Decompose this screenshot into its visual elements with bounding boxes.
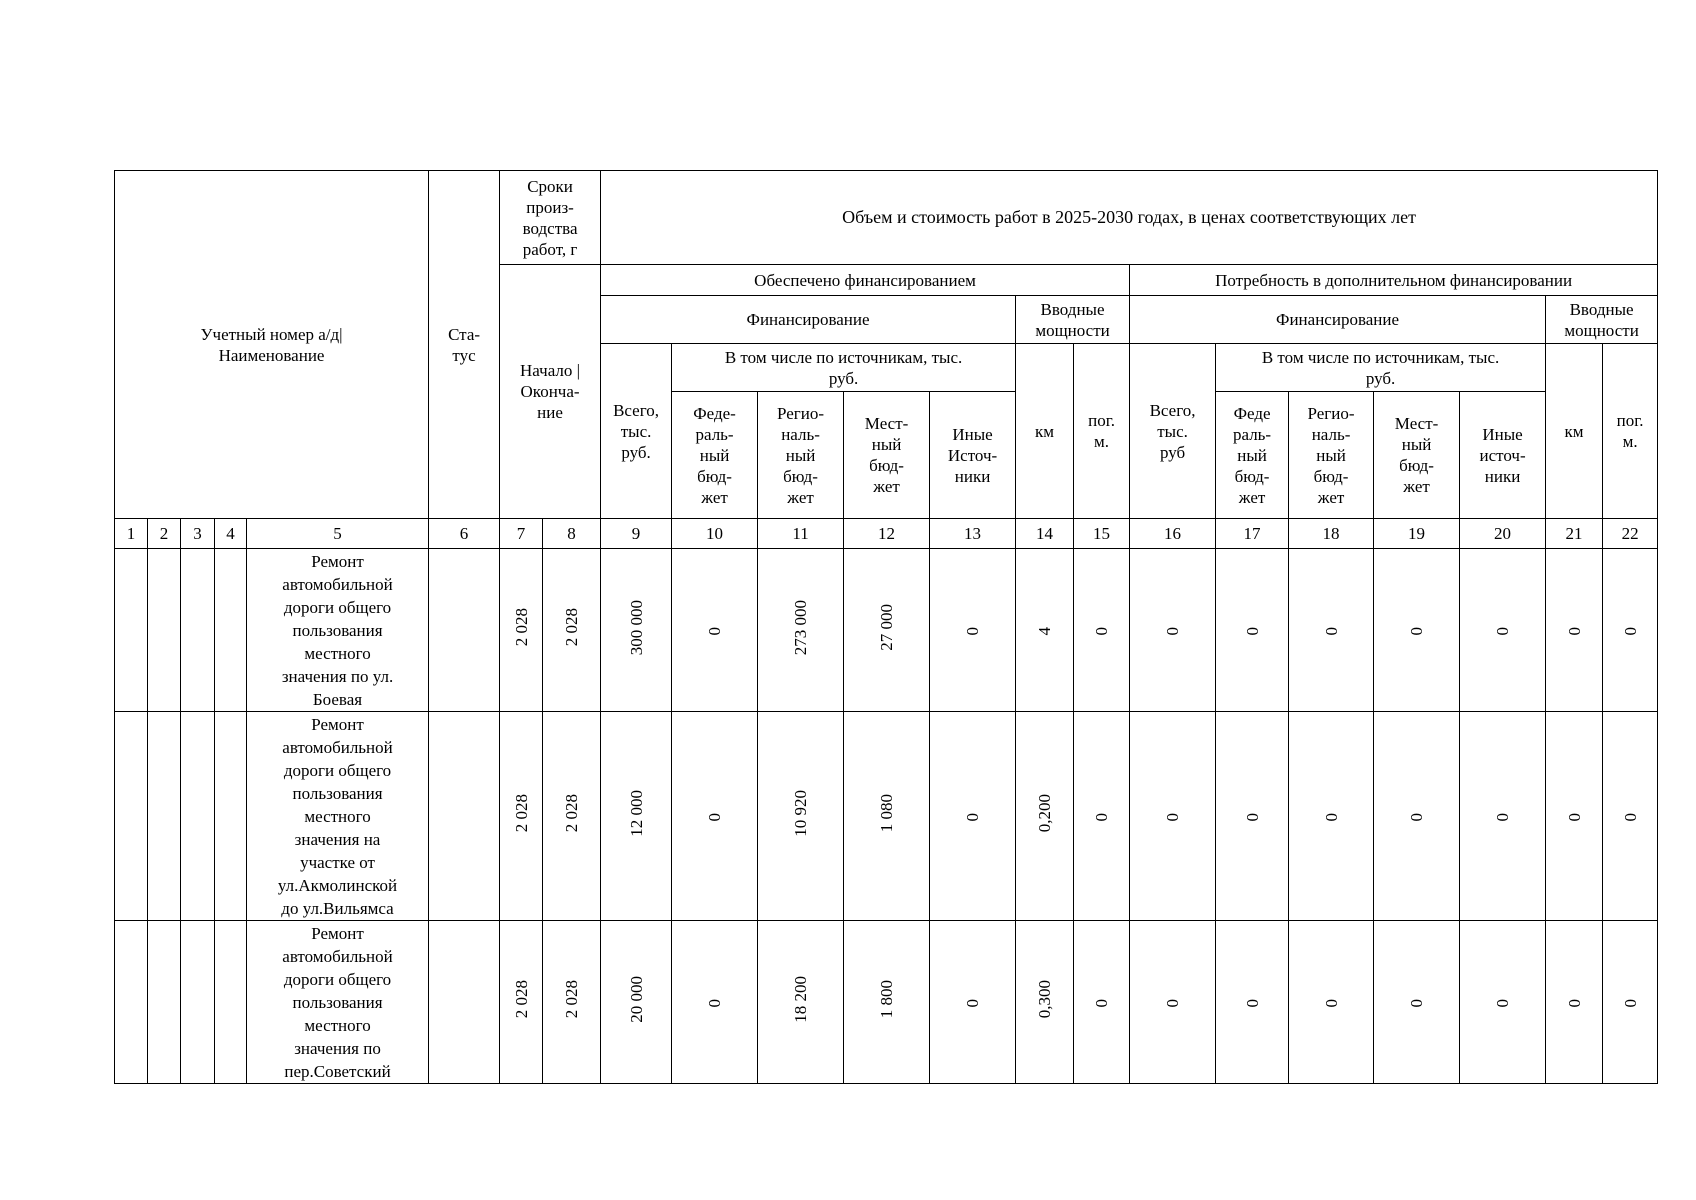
row-need-regional-cell [1289, 712, 1374, 921]
column-number: 12 [844, 519, 930, 549]
column-number: 19 [1374, 519, 1460, 549]
row-regional: 10 920 [791, 790, 811, 837]
row-need-total: 0 [1163, 813, 1183, 822]
row-regional: 273 000 [791, 599, 811, 656]
column-number: 16 [1130, 519, 1216, 549]
row-total: 300 000 [626, 599, 646, 656]
row-start-cell [500, 549, 543, 712]
row-need-total: 0 [1163, 627, 1183, 636]
row-need-regional: 0 [1321, 627, 1341, 636]
row-need-km: 0 [1564, 627, 1584, 636]
column-number: 17 [1216, 519, 1289, 549]
row-pog-m-cell [1074, 712, 1130, 921]
header-secured: Обеспечено финансированием [601, 265, 1130, 296]
row-km-cell [1016, 921, 1074, 1084]
row-other: 0 [963, 999, 983, 1008]
row-need-pog-m: 0 [1620, 813, 1640, 822]
row-km: 0,300 [1035, 980, 1055, 1019]
row-need-pog-m-cell [1603, 712, 1658, 921]
row-need-other: 0 [1493, 627, 1513, 636]
row-km-cell [1016, 712, 1074, 921]
row-federal: 0 [705, 999, 725, 1008]
row-end: 2 028 [562, 794, 582, 833]
cell-empty [215, 712, 247, 921]
row-federal: 0 [705, 813, 725, 822]
header-federal-2: Феде раль- ный бюд- жет [1216, 392, 1289, 519]
column-number: 5 [247, 519, 429, 549]
row-regional-cell [758, 921, 844, 1084]
row-local: 1 800 [877, 980, 897, 1019]
column-number: 9 [601, 519, 672, 549]
column-number: 1 [115, 519, 148, 549]
header-total-1: Всего, тыс. руб. [601, 344, 672, 519]
row-need-regional-cell [1289, 549, 1374, 712]
row-need-federal-cell [1216, 921, 1289, 1084]
cell-empty [115, 921, 148, 1084]
column-number: 4 [215, 519, 247, 549]
row-end-cell [543, 921, 601, 1084]
row-total-cell [601, 549, 672, 712]
column-number: 13 [930, 519, 1016, 549]
header-federal-1: Феде- раль- ный бюд- жет [672, 392, 758, 519]
header-km-2: км [1546, 344, 1603, 519]
cell-empty [148, 921, 181, 1084]
header-other-1: Иные Источ- ники [930, 392, 1016, 519]
row-need-km: 0 [1564, 999, 1584, 1008]
header-financing-1: Финансирование [601, 296, 1016, 344]
row-need-regional-cell [1289, 921, 1374, 1084]
row-pog-m-cell [1074, 921, 1130, 1084]
header-km-1: км [1016, 344, 1074, 519]
row-other: 0 [963, 813, 983, 822]
cell-empty [181, 549, 215, 712]
row-need-federal: 0 [1242, 627, 1262, 636]
row-other-cell [930, 549, 1016, 712]
column-number: 6 [429, 519, 500, 549]
cell-empty [215, 549, 247, 712]
column-number: 21 [1546, 519, 1603, 549]
header-by-sources-1: В том числе по источникам, тыс. руб. [672, 344, 1016, 392]
row-start-cell [500, 712, 543, 921]
row-start: 2 028 [511, 980, 531, 1019]
table-row [115, 921, 1658, 1084]
header-start-end: Начало | Оконча- ние [500, 265, 601, 519]
column-numbers-row [115, 519, 1658, 549]
column-number: 14 [1016, 519, 1074, 549]
row-end: 2 028 [562, 608, 582, 647]
table-row [115, 712, 1658, 921]
cell-empty [181, 921, 215, 1084]
row-regional: 18 200 [791, 976, 811, 1023]
row-need-other: 0 [1493, 813, 1513, 822]
row-total: 12 000 [626, 790, 646, 837]
row-total: 20 000 [626, 976, 646, 1023]
row-km: 0,200 [1035, 794, 1055, 833]
row-need-km-cell [1546, 712, 1603, 921]
column-number: 2 [148, 519, 181, 549]
header-local-1: Мест- ный бюд- жет [844, 392, 930, 519]
row-pog-m-cell [1074, 549, 1130, 712]
row-total-cell [601, 712, 672, 921]
cell-empty [215, 921, 247, 1084]
row-need-km-cell [1546, 549, 1603, 712]
row-need-federal: 0 [1242, 999, 1262, 1008]
row-start: 2 028 [511, 794, 531, 833]
header-status: Ста- тус [429, 171, 500, 519]
cell-empty [148, 549, 181, 712]
cell-empty [148, 712, 181, 921]
cell-empty [115, 549, 148, 712]
row-need-total: 0 [1163, 999, 1183, 1008]
row-federal-cell [672, 549, 758, 712]
row-need-local: 0 [1407, 627, 1427, 636]
header-regional-1: Регио- наль- ный бюд- жет [758, 392, 844, 519]
row-regional-cell [758, 712, 844, 921]
row-name: Ремонт автомобильной дороги общего пользования местного значения по пер.Советский [247, 921, 429, 1084]
row-need-pog-m: 0 [1620, 627, 1640, 636]
row-km: 4 [1035, 627, 1055, 636]
row-pog-m: 0 [1092, 999, 1112, 1008]
row-name: Ремонт автомобильной дороги общего пользования местного значения на участке от ул.Акмолинской до ул.Вильямса [247, 712, 429, 921]
row-local-cell [844, 712, 930, 921]
column-number: 8 [543, 519, 601, 549]
row-other: 0 [963, 627, 983, 636]
column-number: 15 [1074, 519, 1130, 549]
header-pog-m-1: пог. м. [1074, 344, 1130, 519]
row-need-other-cell [1460, 549, 1546, 712]
cell-empty [115, 712, 148, 921]
row-need-federal-cell [1216, 549, 1289, 712]
row-need-other: 0 [1493, 999, 1513, 1008]
row-total-cell [601, 921, 672, 1084]
column-number: 20 [1460, 519, 1546, 549]
row-status [429, 549, 500, 712]
header-capacities-1: Вводные мощности [1016, 296, 1130, 344]
row-need-km-cell [1546, 921, 1603, 1084]
row-regional-cell [758, 549, 844, 712]
row-need-local-cell [1374, 549, 1460, 712]
row-need-pog-m-cell [1603, 921, 1658, 1084]
row-need-regional: 0 [1321, 813, 1341, 822]
header-capacities-2: Вводные мощности [1546, 296, 1658, 344]
row-federal-cell [672, 712, 758, 921]
column-number: 7 [500, 519, 543, 549]
header-total-2: Всего, тыс. руб [1130, 344, 1216, 519]
row-start-cell [500, 921, 543, 1084]
row-need-other-cell [1460, 921, 1546, 1084]
row-need-other-cell [1460, 712, 1546, 921]
row-local-cell [844, 549, 930, 712]
row-need-local: 0 [1407, 999, 1427, 1008]
row-federal-cell [672, 921, 758, 1084]
header-regional-2: Регио- наль- ный бюд- жет [1289, 392, 1374, 519]
header-volume-title: Объем и стоимость работ в 2025-2030 годах, в ценах соответствующих лет [601, 171, 1658, 265]
row-need-total-cell [1130, 921, 1216, 1084]
row-local: 27 000 [877, 604, 897, 651]
row-name: Ремонт автомобильной дороги общего пользования местного значения по ул. Боевая [247, 549, 429, 712]
row-local-cell [844, 921, 930, 1084]
row-need-local-cell [1374, 712, 1460, 921]
row-need-federal: 0 [1242, 813, 1262, 822]
row-status [429, 712, 500, 921]
row-need-km: 0 [1564, 813, 1584, 822]
row-need-total-cell [1130, 549, 1216, 712]
header-other-2: Иные источ- ники [1460, 392, 1546, 519]
header-need-additional: Потребность в дополнительном финансировании [1130, 265, 1658, 296]
header-by-sources-2: В том числе по источникам, тыс. руб. [1216, 344, 1546, 392]
header-pog-m-2: пог. м. [1603, 344, 1658, 519]
row-status [429, 921, 500, 1084]
row-federal: 0 [705, 627, 725, 636]
row-pog-m: 0 [1092, 627, 1112, 636]
row-other-cell [930, 712, 1016, 921]
row-km-cell [1016, 549, 1074, 712]
header-name: Учетный номер а/д| Наименование [115, 171, 429, 519]
row-start: 2 028 [511, 608, 531, 647]
row-need-pog-m: 0 [1620, 999, 1640, 1008]
row-end: 2 028 [562, 980, 582, 1019]
cell-empty [181, 712, 215, 921]
row-pog-m: 0 [1092, 813, 1112, 822]
row-need-total-cell [1130, 712, 1216, 921]
row-need-regional: 0 [1321, 999, 1341, 1008]
row-local: 1 080 [877, 794, 897, 833]
header-financing-2: Финансирование [1130, 296, 1546, 344]
column-number: 11 [758, 519, 844, 549]
table-row [115, 549, 1658, 712]
header-terms: Сроки произ- водства работ, г [500, 171, 601, 265]
row-end-cell [543, 549, 601, 712]
header-local-2: Мест- ный бюд- жет [1374, 392, 1460, 519]
row-other-cell [930, 921, 1016, 1084]
row-need-pog-m-cell [1603, 549, 1658, 712]
row-need-federal-cell [1216, 712, 1289, 921]
row-need-local: 0 [1407, 813, 1427, 822]
column-number: 18 [1289, 519, 1374, 549]
works-table [114, 170, 1658, 1084]
column-number: 3 [181, 519, 215, 549]
column-number: 10 [672, 519, 758, 549]
column-number: 22 [1603, 519, 1658, 549]
row-need-local-cell [1374, 921, 1460, 1084]
row-end-cell [543, 712, 601, 921]
